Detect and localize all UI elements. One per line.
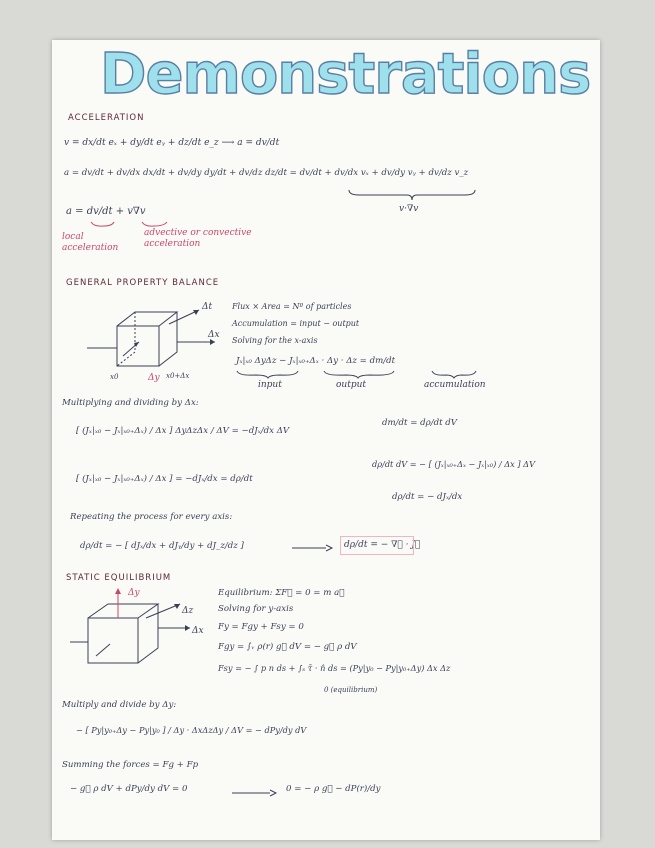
velocity-equation: v = dx/dt eₓ + dy/dt eᵧ + dz/dt e_z ⟶ a = dv/dt xyxy=(64,138,280,148)
section-heading-general-property-balance: GENERAL PROPERTY BALANCE xyxy=(62,277,223,289)
summing-forces-text: Summing the forces = Fg + Fp xyxy=(62,760,199,770)
multiplying-dividing-text: Multiplying and dividing by Δx: xyxy=(62,398,199,408)
solving-y-axis-text: Solving for y-axis xyxy=(218,604,294,614)
gravity-force-equation: Fgy = ∫ᵥ ρ(r) g⃗ dV = − g⃗ ρ dV xyxy=(218,642,357,652)
cube-dx-label-static: Δx xyxy=(192,626,204,636)
acceleration-expansion-equation: a = dv/dt + dv/dx dx/dt + dv/dy dy/dt + dv/dz dz/dt = dv/dt + dv/dx vₓ + dv/dy vᵧ + dv/dz v_z xyxy=(64,168,469,178)
acceleration-compact-equation: a = dv/dt + v∇v xyxy=(66,206,146,217)
flux-difference-equation: [ (Jₓ|ₓ₀ − Jₓ|ₓ₀₊Δₓ) / Δx ] ΔyΔzΔx / ΔV = −dJₓ/dx ΔV xyxy=(76,426,290,436)
section-heading-acceleration: ACCELERATION xyxy=(64,112,148,124)
page-title: Demonstrations xyxy=(100,42,591,107)
advective-acceleration-label: advective or convective acceleration xyxy=(144,228,252,249)
flux-derivative-equation: [ (Jₓ|ₓ₀ − Jₓ|ₓ₀₊Δₓ) / Δx ] = −dJₓ/dx = dρ/dt xyxy=(76,474,253,484)
local-acceleration-label: local acceleration xyxy=(62,232,119,253)
equilibrium-zero-note: 0 (equilibrium) xyxy=(324,686,378,694)
arrow-right-icon xyxy=(292,543,332,553)
cube-x0dx-label: x0+Δx xyxy=(166,372,190,380)
density-rate-flux-equation: dρ/dt = − dJₓ/dx xyxy=(392,492,463,502)
cube-dy-label: Δy xyxy=(148,373,160,383)
mass-rate-equation: dm/dt = dρ/dt dV xyxy=(382,418,458,428)
repeating-process-text: Repeating the process for every axis: xyxy=(70,512,233,522)
accumulation-statement: Accumulation = input − output xyxy=(232,319,360,328)
underbrace-velocity-gradient xyxy=(347,188,477,202)
cube-dy-pink-label: Δy xyxy=(128,588,140,598)
hydrostatic-equation: 0 = − ρ g⃗ − dP(r)/dy xyxy=(286,784,381,794)
continuity-vector-equation: dρ/dt = − ∇⃗ · J⃗ xyxy=(344,540,421,550)
force-sum-equation: Fy = Fgy + Fsy = 0 xyxy=(218,622,304,632)
output-label: output xyxy=(336,380,367,390)
density-rate-volume-equation: dρ/dt dV = − [ (Jₓ|ₓ₀₊Δₓ − Jₓ|ₓ₀) / Δx ] ΔV xyxy=(372,459,536,469)
balance-underbraces xyxy=(236,370,486,380)
force-balance-equation: − g⃗ ρ dV + dPy/dy dV = 0 xyxy=(70,784,188,794)
continuity-expanded-equation: dρ/dt = − [ dJₓ/dx + dJᵧ/dy + dJ_z/dz ] xyxy=(80,541,244,551)
mass-balance-equation: Jₓ|ₓ₀ ΔyΔz − Jₓ|ₓ₀₊Δₓ · Δy · Δz = dm/dt xyxy=(236,356,396,366)
cube-dx-label: Δx xyxy=(208,330,220,340)
surface-force-equation: Fsy = − ∫ p n ds + ∫ₛ τ̄ · n̂ ds = (Py|y₀ − Py|y₀₊Δy) Δx Δz xyxy=(218,663,451,673)
pressure-difference-equation: − [ Py|y₀₊Δy − Py|y₀ ] / Δy · ΔxΔzΔy / ΔV = − dPy/dy dV xyxy=(76,725,307,735)
notebook-page xyxy=(52,40,600,840)
continuity-highlight xyxy=(340,536,414,555)
solving-x-axis-text: Solving for the x-axis xyxy=(232,336,318,345)
velocity-gradient-label: v·∇v xyxy=(399,204,419,214)
multiply-divide-dy-text: Multiply and divide by Δy: xyxy=(62,700,177,710)
equilibrium-equation: Equilibrium: ΣF⃗ = 0 = m a⃗ xyxy=(218,588,345,598)
input-label: input xyxy=(258,380,282,390)
static-equilibrium-cube-sketch xyxy=(70,588,220,688)
section-heading-static-equilibrium: STATIC EQUILIBRIUM xyxy=(62,572,175,584)
cube-dt-label: Δt xyxy=(202,302,213,312)
accumulation-label: accumulation xyxy=(424,380,486,390)
flux-area-statement: Flux × Area = Nº of particles xyxy=(232,302,352,311)
cube-dz-label: Δz xyxy=(182,606,194,616)
cube-x0-label: x0 xyxy=(110,373,119,381)
arrow-right-icon-static xyxy=(232,788,276,798)
